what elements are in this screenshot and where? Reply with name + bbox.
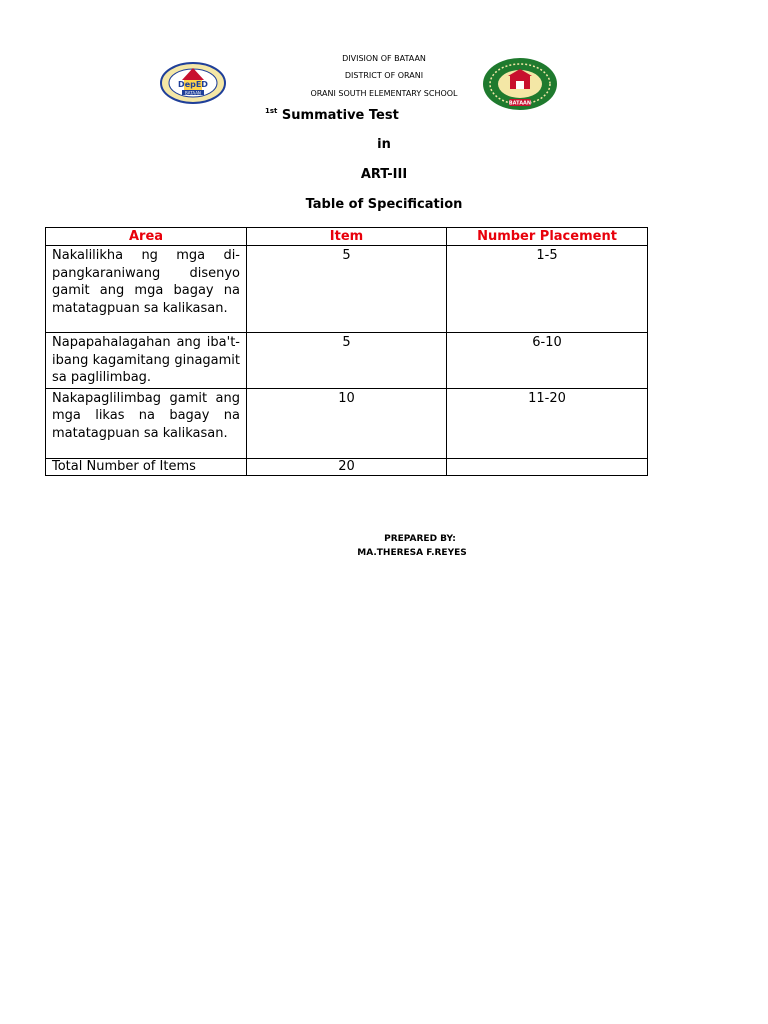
summative-test-label: Summative Test — [281, 108, 399, 123]
prepared-by-label: PREPARED BY: — [384, 534, 456, 544]
item-cell: 5 — [247, 333, 447, 389]
item-cell: 5 — [247, 246, 447, 333]
table-row — [46, 388, 648, 458]
subject-title: ART-III — [360, 167, 408, 182]
area-cell: Nakapaglilimbag gamit ang mga likas na bagay na matatagpuan sa kalikasan. — [46, 388, 247, 458]
total-label-cell: Total Number of Items — [46, 458, 247, 475]
placement-cell: 11-20 — [446, 388, 647, 458]
header-area: Area — [46, 228, 247, 246]
ordinal-suffix: st — [269, 107, 278, 115]
total-placement-cell — [446, 458, 647, 475]
header-item: Item — [247, 228, 447, 246]
left-logo-text: DepED — [178, 80, 208, 89]
placement-cell: 1-5 — [446, 246, 647, 333]
school-seal-logo — [482, 57, 558, 111]
ordinal-number: 1 — [265, 107, 270, 115]
right-logo-sub: BATAAN — [508, 100, 532, 107]
district-line: DISTRICT OF ORANI — [344, 71, 424, 80]
item-cell: 10 — [247, 388, 447, 458]
left-logo-sub: BATAAN — [185, 90, 201, 96]
prepared-by-name: MA.THERESA F.REYES — [357, 548, 467, 558]
total-item-cell: 20 — [247, 458, 447, 475]
in-label: in — [377, 137, 391, 152]
table-row — [46, 333, 648, 389]
placement-cell: 6-10 — [446, 333, 647, 389]
area-cell: Nakalilikha ng mga di-pangkaraniwang disenyo gamit ang mga bagay na matatagpuan sa kalikasan. — [46, 246, 247, 333]
division-line: DIVISION OF BATAAN — [342, 54, 426, 63]
test-title — [265, 107, 399, 123]
table-title: Table of Specification — [305, 197, 463, 212]
table-total-row — [46, 458, 648, 475]
table-row — [46, 246, 648, 333]
school-line: ORANI SOUTH ELEMENTARY SCHOOL — [310, 89, 458, 98]
specification-table — [45, 227, 648, 476]
header-number-placement: Number Placement — [446, 228, 647, 246]
table-header-row — [46, 228, 648, 246]
area-cell: Napapahalagahan ang iba't-ibang kagamitang ginagamit sa paglilimbag. — [46, 333, 247, 389]
